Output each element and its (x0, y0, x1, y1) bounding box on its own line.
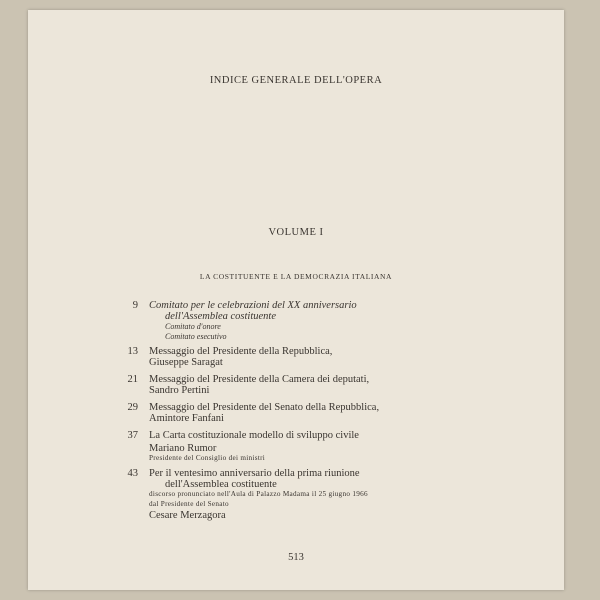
entry-title-line: Per il ventesimo anniversario della prima riunione (149, 468, 360, 479)
entry-title-line: Messaggio del Presidente del Senato della Repubblica, (149, 402, 380, 413)
entry-page-number: 43 (127, 468, 138, 479)
page-title: INDICE GENERALE DELL'OPERA (209, 75, 383, 86)
toc-entry (149, 300, 357, 341)
toc-entry (149, 402, 379, 424)
entry-page-number: 13 (127, 346, 138, 357)
toc-entry (149, 374, 369, 396)
entry-page-number: 9 (132, 300, 138, 311)
page-number: 513 (288, 552, 304, 563)
entry-author: Sandro Pertini (149, 385, 210, 396)
toc-entry (149, 468, 368, 521)
entry-page-number: 37 (127, 430, 138, 441)
toc-entry (149, 346, 332, 368)
volume-heading: VOLUME I (268, 227, 324, 238)
entry-author: Cesare Merzagora (149, 510, 226, 521)
entry-title-line: Messaggio del Presidente della Camera dei deputati, (149, 374, 370, 385)
section-heading: LA COSTITUENTE E LA DEMOCRAZIA ITALIANA (199, 272, 393, 281)
entry-title-line: dell'Assemblea costituente (165, 311, 277, 322)
entry-author: Mariano Rumor (149, 443, 217, 454)
entry-page-number: 21 (127, 374, 138, 385)
entry-title-line: dell'Assemblea costituente (165, 479, 277, 490)
entry-subtitle: Comitato esecutivo (165, 331, 227, 341)
entry-page-number: 29 (127, 402, 138, 413)
entry-title-line: La Carta costituzionale modello di sviluppo civile (149, 430, 359, 441)
entry-subtitle: Presidente del Consiglio dei ministri (149, 454, 266, 462)
entry-subtitle: Comitato d'onore (165, 322, 221, 331)
document-page (28, 10, 564, 590)
entry-subtitle: dal Presidente del Senato (149, 499, 229, 508)
entry-author: Amintore Fanfani (149, 413, 224, 424)
toc-entry (149, 430, 359, 464)
entry-subtitle: discorso pronunciato nell'Aula di Palazzo Madama il 25 giugno 1966 (149, 490, 368, 498)
entry-title-line: Messaggio del Presidente della Repubblica, (149, 346, 333, 357)
entry-author: Giuseppe Saragat (149, 357, 223, 368)
entry-title-line: Comitato per le celebrazioni del XX anniversario (149, 300, 357, 311)
